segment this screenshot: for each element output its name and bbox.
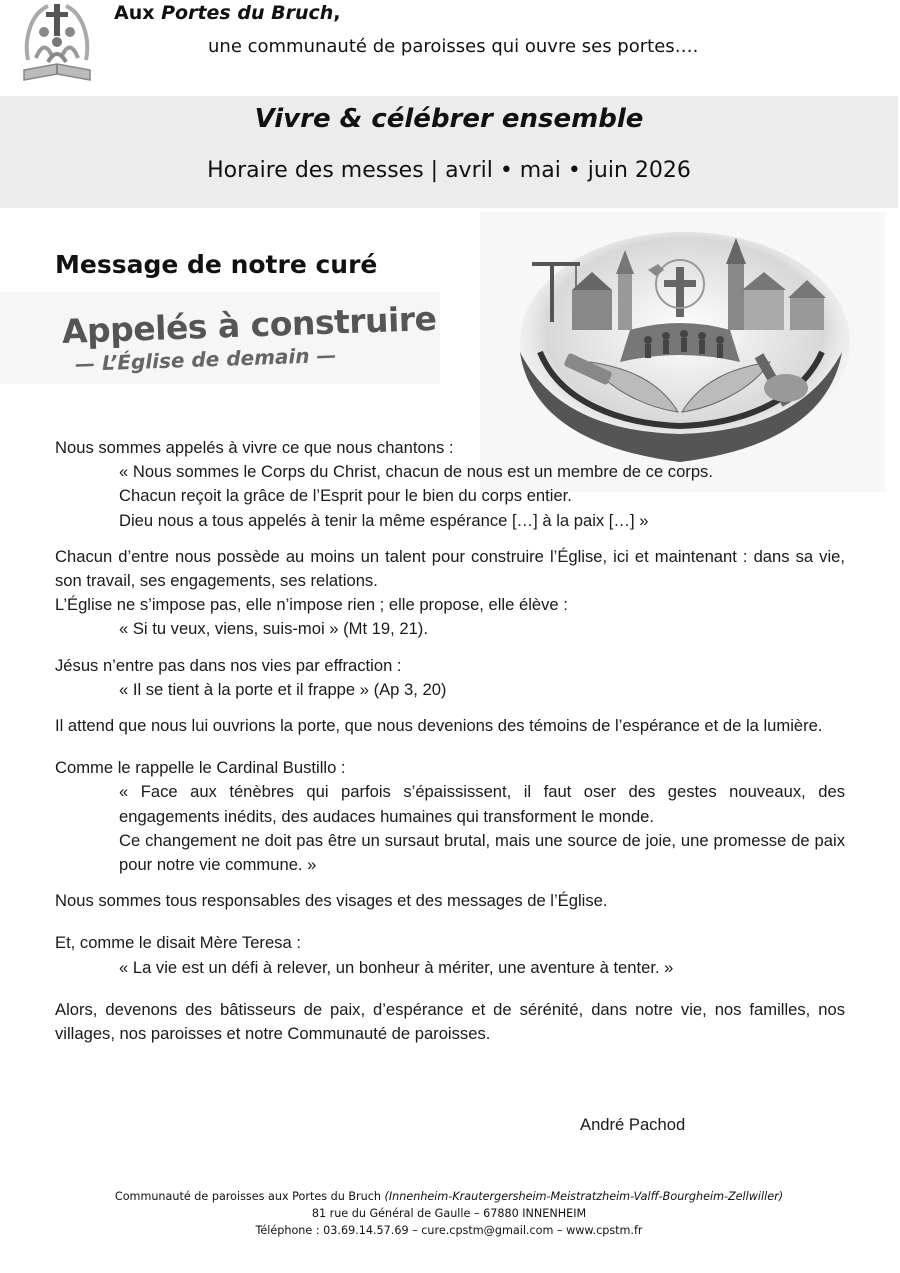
title-banner	[0, 96, 898, 208]
banner-subtitle: Horaire des messes | avril • mai • juin 2026	[207, 158, 691, 183]
theme-logo	[0, 292, 440, 384]
quote-line: Chacun reçoit la grâce de l’Esprit pour le bien du corps entier.	[119, 486, 572, 506]
paragraph: Il attend que nous lui ouvrions la porte, que nous devenions des témoins de l’espérance et de la lumière.	[55, 716, 823, 736]
paragraph: Jésus n’entre pas dans nos vies par effraction :	[55, 655, 402, 675]
message-title: Message de notre curé	[55, 250, 378, 279]
paragraph: L’Église ne s’impose pas, elle n’impose rien ; elle propose, elle élève :	[55, 595, 568, 615]
paragraph: Alors, devenons des bâtisseurs de paix, d’espérance et de sérénité, dans notre vie, nos familles, nos villages, nos paroisses et notre Communauté de paroisses.	[55, 999, 845, 1044]
quote-line: « Face aux ténèbres qui parfois s’épaississent, il faut oser des gestes nouveaux, des engagements inédits, des audaces humaines qui transforment le monde.	[119, 782, 845, 826]
paragraph: Nous sommes tous responsables des visages et des messages de l’Église.	[55, 891, 608, 911]
quote-line: « Nous sommes le Corps du Christ, chacun de nous est un membre de ce corps.	[119, 462, 713, 482]
community-name: Aux Portes du Bruch,	[114, 2, 341, 24]
paragraph: Chacun d’entre nous possède au moins un talent pour construire l’Église, ici et maintenant : dans sa vie, son travail, ses engagements, ses relations.	[55, 546, 845, 591]
quote-line: « Si tu veux, viens, suis-moi » (Mt 19, 21).	[119, 619, 428, 639]
quote-line: « La vie est un défi à relever, un bonheur à mériter, une aventure à tenter. »	[119, 957, 674, 977]
paragraph: Et, comme le disait Mère Teresa :	[55, 933, 301, 953]
message-body	[55, 436, 845, 1046]
signature: André Pachod	[580, 1115, 686, 1134]
theme-logo-subtitle: — L’Église de demain —	[74, 342, 337, 376]
banner-title: Vivre & célébrer ensemble	[254, 104, 644, 134]
footer-contact: Téléphone : 03.69.14.57.69 – cure.cpstm@gmail.com – www.cpstm.fr	[255, 1224, 643, 1237]
theme-logo-title: Appelés à construire	[61, 298, 438, 351]
footer-line-1: Communauté de paroisses aux Portes du Bruch (Innenheim-Krautergersheim-Meistratzheim-Valff-Bourgheim-Zellwiller)	[114, 1190, 784, 1203]
quote-line: Dieu nous a tous appelés à tenir la même espérance […] à la paix […] »	[119, 510, 649, 530]
paragraph: Nous sommes appelés à vivre ce que nous chantons :	[55, 438, 454, 457]
community-tagline: une communauté de paroisses qui ouvre ses portes….	[208, 36, 699, 57]
quote-line: « Il se tient à la porte et il frappe » (Ap 3, 20)	[119, 679, 447, 699]
footer	[0, 1188, 898, 1239]
parish-logo	[18, 0, 96, 86]
quote-line: Ce changement ne doit pas être un sursaut brutal, mais une source de joie, une promesse de paix pour notre vie commune. »	[119, 830, 845, 875]
paragraph: Comme le rappelle le Cardinal Bustillo :	[55, 758, 346, 778]
footer-address: 81 rue du Général de Gaulle – 67880 INNENHEIM	[311, 1207, 587, 1220]
